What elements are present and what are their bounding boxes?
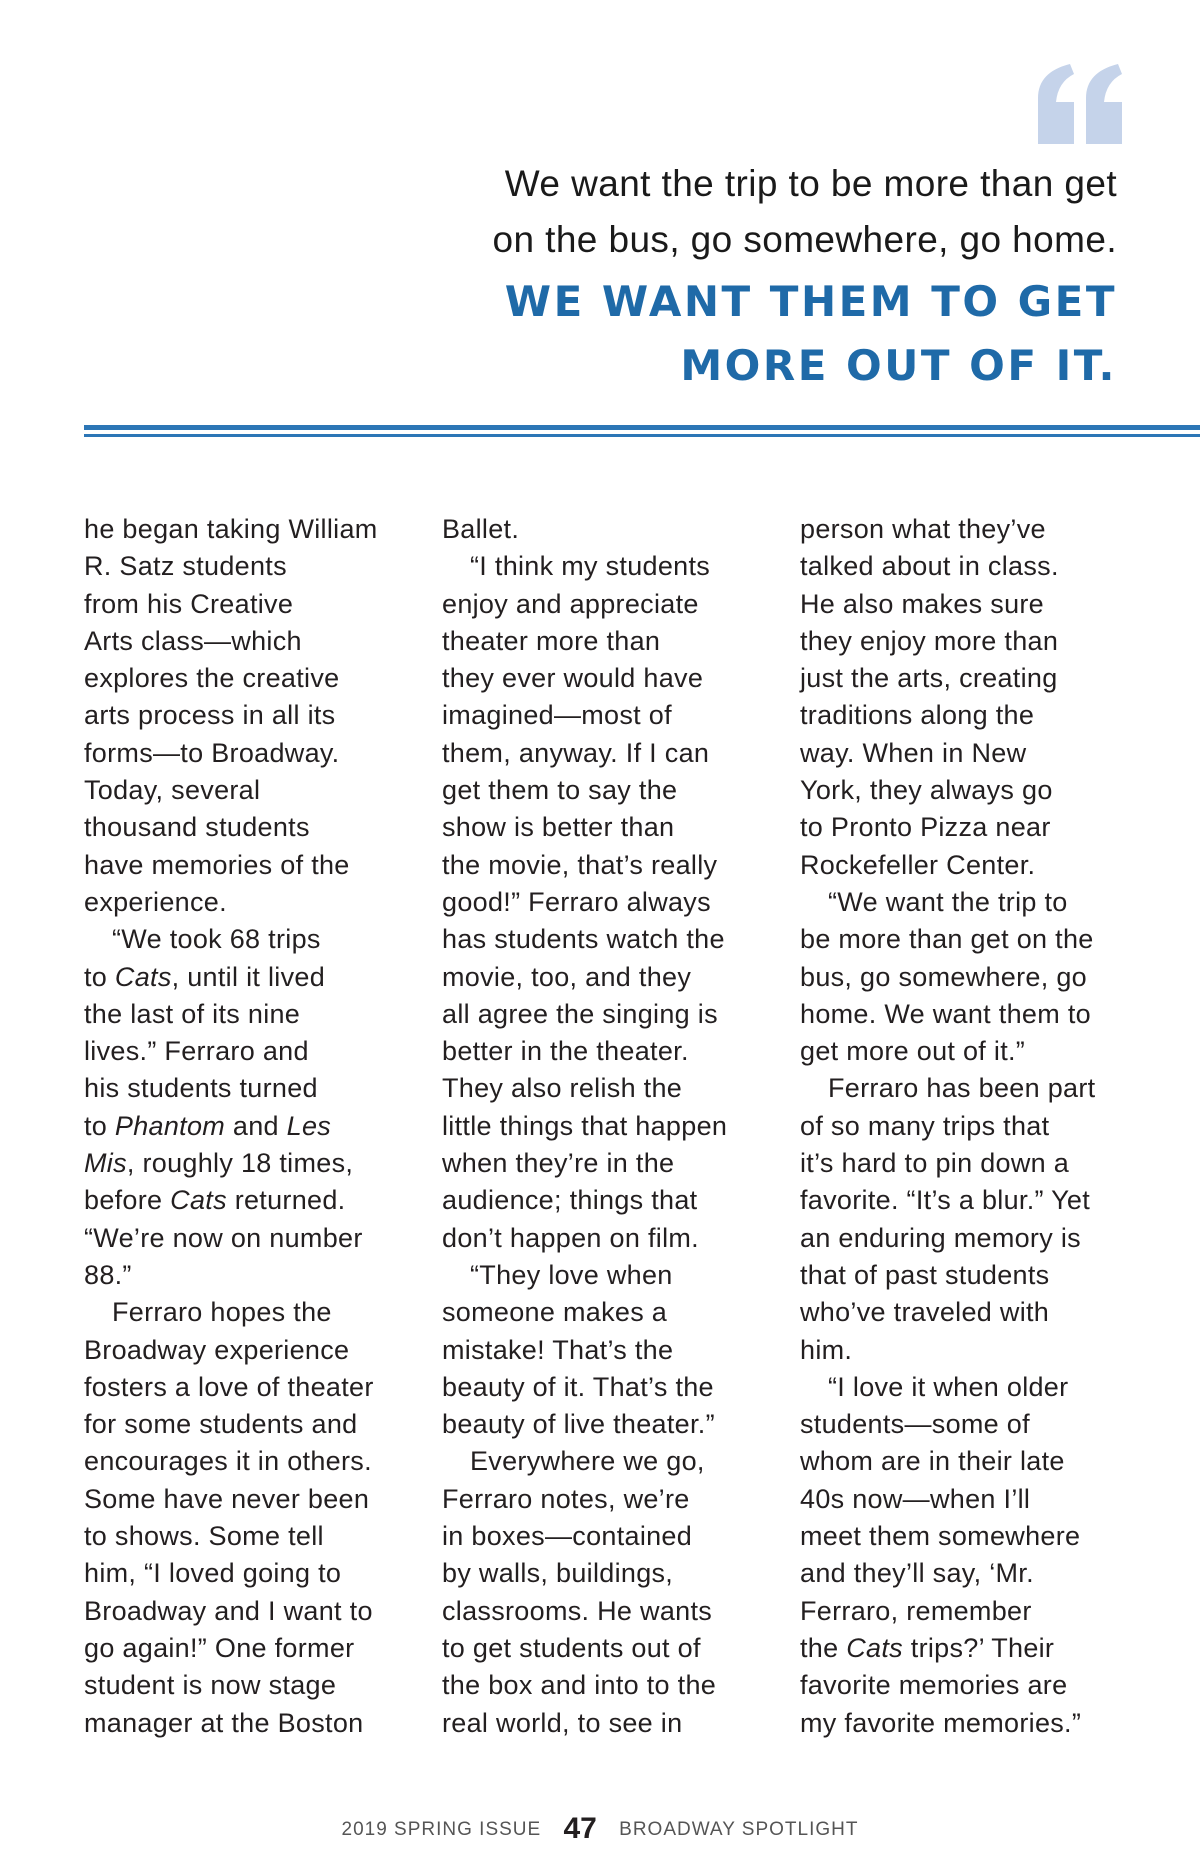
text-line: someone makes a <box>442 1297 668 1328</box>
text-line: “I love it when older <box>828 1371 1069 1402</box>
title-italic: Cats <box>846 1632 903 1663</box>
text-line: They also relish the <box>442 1073 683 1104</box>
text-run: before <box>84 1185 171 1216</box>
text-run: and <box>225 1110 287 1141</box>
text-line: mistake! That’s the <box>442 1334 674 1365</box>
text-line: favorite memories are <box>800 1670 1068 1701</box>
text-line: home. We want them to <box>800 998 1091 1029</box>
text-line: theater more than <box>442 625 661 656</box>
text-line: they ever would have <box>442 663 704 694</box>
article-column-3 <box>800 511 1130 1742</box>
text-line: He also makes sure <box>800 588 1044 619</box>
text-line: his students turned <box>84 1073 318 1104</box>
text-line: traditions along the <box>800 700 1035 731</box>
text-line <box>84 1108 414 1145</box>
text-line: thousand students <box>84 812 310 843</box>
text-run: , until it lived <box>171 961 326 992</box>
text-line: they enjoy more than <box>800 625 1059 656</box>
text-line: in boxes—contained <box>442 1521 693 1552</box>
text-line: that of past students <box>800 1259 1050 1290</box>
text-line: little things that happen <box>442 1110 728 1141</box>
text-line: meet them somewhere <box>800 1521 1081 1552</box>
text-line: explores the creative <box>84 663 340 694</box>
text-line: he began taking William <box>84 514 378 544</box>
article-column-1 <box>84 511 414 1742</box>
text-line: Broadway experience <box>84 1334 350 1365</box>
text-line: don’t happen on film. <box>442 1222 699 1253</box>
text-line: “We’re now on number <box>84 1222 363 1253</box>
text-line: them, anyway. If I can <box>442 737 710 768</box>
title-italic: Les <box>286 1110 332 1141</box>
title-italic: Phantom <box>114 1110 226 1141</box>
text-line: an enduring memory is <box>800 1222 1081 1253</box>
pull-quote-line: We want the trip to be more than get <box>504 163 1117 204</box>
text-line: “I think my students <box>470 551 711 582</box>
text-line: Ferraro notes, we’re <box>442 1483 690 1514</box>
text-line: Today, several <box>84 775 261 806</box>
text-line: just the arts, creating <box>800 663 1058 694</box>
text-line: my favorite memories.” <box>800 1707 1082 1738</box>
text-line: experience. <box>84 886 227 917</box>
text-line: Arts class—which <box>84 625 302 656</box>
text-line: Ballet. <box>442 514 520 544</box>
text-line: to shows. Some tell <box>84 1521 324 1552</box>
text-line <box>84 1145 414 1182</box>
text-line: Some have never been <box>84 1483 370 1514</box>
text-line: whom are in their late <box>800 1446 1065 1477</box>
text-line: to get students out of <box>442 1632 701 1663</box>
text-line: and they’ll say, ‘Mr. <box>800 1558 1034 1589</box>
text-line: Everywhere we go, <box>470 1446 705 1477</box>
text-line: forms—to Broadway. <box>84 737 340 768</box>
title-italic: Mis <box>84 1148 127 1179</box>
text-line <box>84 1182 414 1219</box>
text-line: lives.” Ferraro and <box>84 1036 309 1067</box>
text-line: the movie, that’s really <box>442 849 718 880</box>
text-line: manager at the Boston <box>84 1707 364 1738</box>
text-run: the <box>800 1632 847 1663</box>
text-line: to Pronto Pizza near <box>800 812 1051 843</box>
text-line: classrooms. He wants <box>442 1595 713 1626</box>
publication-name: BROADWAY SPOTLIGHT <box>619 1819 859 1840</box>
text-line: person what they’ve <box>800 514 1046 544</box>
text-line: Ferraro hopes the <box>112 1297 332 1328</box>
text-line: talked about in class. <box>800 551 1059 582</box>
text-line: for some students and <box>84 1409 358 1440</box>
text-line: audience; things that <box>442 1185 698 1216</box>
text-run: , roughly 18 times, <box>126 1148 354 1179</box>
text-line: all agree the singing is <box>442 998 718 1029</box>
text-line: student is now stage <box>84 1670 337 1701</box>
text-line: real world, to see in <box>442 1707 683 1738</box>
text-line: imagined—most of <box>442 700 672 731</box>
text-line: better in the theater. <box>442 1036 689 1067</box>
text-line: get more out of it.” <box>800 1036 1026 1067</box>
text-line: has students watch the <box>442 924 725 955</box>
text-line: favorite. “It’s a blur.” Yet <box>800 1185 1091 1216</box>
text-line: him, “I loved going to <box>84 1558 342 1589</box>
text-line: fosters a love of theater <box>84 1371 374 1402</box>
text-line: it’s hard to pin down a <box>800 1148 1070 1179</box>
text-line: students—some of <box>800 1409 1030 1440</box>
text-run: returned. <box>226 1185 346 1216</box>
text-line: get them to say the <box>442 775 678 806</box>
text-line <box>800 1630 1130 1667</box>
text-line: the last of its nine <box>84 998 301 1029</box>
divider-rule <box>84 434 1200 437</box>
text-line: “We want the trip to <box>828 886 1068 917</box>
text-run: to <box>84 961 115 992</box>
text-line: him. <box>800 1334 853 1365</box>
pull-quote-emphasis: MORE OUT OF IT. <box>680 341 1117 390</box>
text-line: York, they always go <box>800 775 1053 806</box>
pull-quote-line: on the bus, go somewhere, go home. <box>492 219 1117 260</box>
title-italic: Cats <box>114 961 172 992</box>
text-line: movie, too, and they <box>442 961 692 992</box>
text-line: R. Satz students <box>84 551 287 582</box>
page-footer <box>0 1812 1200 1846</box>
text-line: encourages it in others. <box>84 1446 372 1477</box>
issue-label: 2019 SPRING ISSUE <box>341 1819 542 1840</box>
text-line: 88.” <box>84 1259 132 1290</box>
text-line: beauty of it. That’s the <box>442 1371 714 1402</box>
text-line: 40s now—when I’ll <box>800 1483 1031 1514</box>
pull-quote <box>380 156 1117 398</box>
text-line: of so many trips that <box>800 1110 1050 1141</box>
text-line: “We took 68 trips <box>112 924 321 955</box>
text-line: enjoy and appreciate <box>442 588 699 619</box>
text-line: way. When in New <box>800 737 1027 768</box>
page-number: 47 <box>563 1812 597 1845</box>
quotation-mark-icon <box>1036 58 1126 168</box>
text-line: “They love when <box>470 1259 673 1290</box>
text-run: to <box>84 1110 115 1141</box>
text-line: when they’re in the <box>442 1148 675 1179</box>
text-line: have memories of the <box>84 849 350 880</box>
text-line: show is better than <box>442 812 675 843</box>
text-line: bus, go somewhere, go <box>800 961 1087 992</box>
pull-quote-emphasis: WE WANT THEM TO GET <box>504 277 1117 326</box>
text-run: trips?’ Their <box>902 1632 1055 1663</box>
text-line: by walls, buildings, <box>442 1558 674 1589</box>
text-line: Rockefeller Center. <box>800 849 1036 880</box>
text-line: who’ve traveled with <box>800 1297 1050 1328</box>
divider-rule <box>84 425 1200 430</box>
article-column-2 <box>442 511 772 1742</box>
text-line: Ferraro has been part <box>828 1073 1096 1104</box>
text-line: Broadway and I want to <box>84 1595 373 1626</box>
text-line: arts process in all its <box>84 700 336 731</box>
text-line <box>84 959 414 996</box>
text-line: beauty of live theater.” <box>442 1409 715 1440</box>
text-line: the box and into to the <box>442 1670 717 1701</box>
text-line: go again!” One former <box>84 1632 355 1663</box>
text-line: be more than get on the <box>800 924 1094 955</box>
text-line: from his Creative <box>84 588 294 619</box>
text-line: good!” Ferraro always <box>442 886 711 917</box>
title-italic: Cats <box>170 1185 227 1216</box>
text-line: Ferraro, remember <box>800 1595 1032 1626</box>
